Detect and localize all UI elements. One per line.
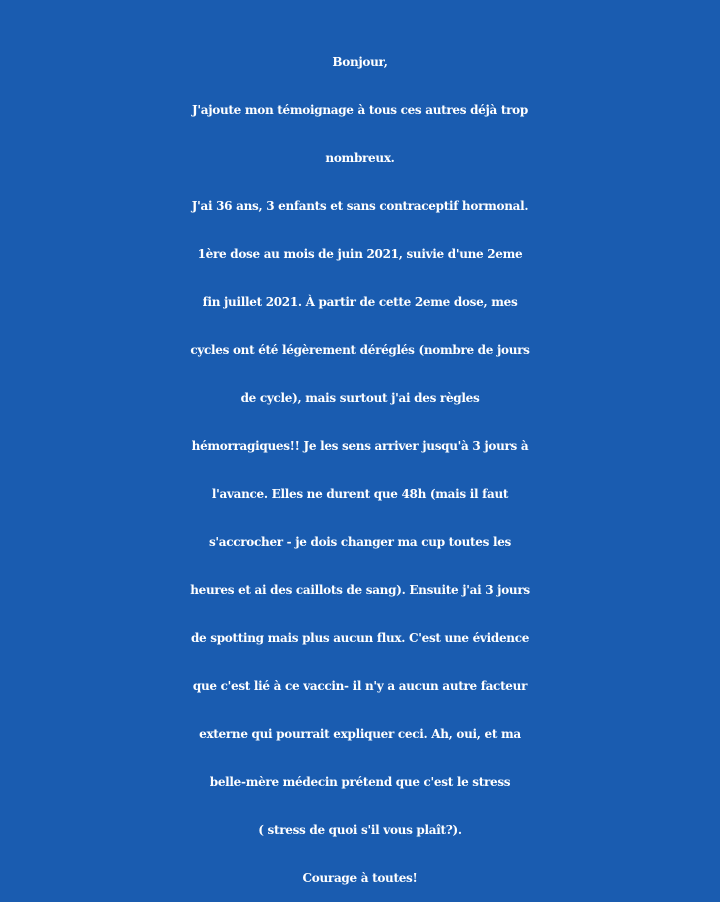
- testimony-text: [0, 38, 720, 902]
- text-line: fin juillet 2021. À partir de cette 2eme dose, mes: [202, 295, 518, 309]
- text-line: l'avance. Elles ne durent que 48h (mais il faut: [211, 487, 509, 501]
- text-line: belle-mère médecin prétend que c'est le stress: [209, 775, 511, 789]
- text-line: nombreux.: [325, 151, 395, 165]
- text-line: de cycle), mais surtout j'ai des règles: [240, 391, 480, 405]
- text-line: 1ère dose au mois de juin 2021, suivie d'une 2eme: [197, 247, 523, 261]
- text-line: J'ai 36 ans, 3 enfants et sans contraceptif hormonal.: [191, 199, 529, 213]
- text-line: J'ajoute mon témoignage à tous ces autres déjà trop: [192, 103, 528, 117]
- text-line: de spotting mais plus aucun flux. C'est une évidence: [190, 631, 530, 645]
- text-line: que c'est lié à ce vaccin- il n'y a aucun autre facteur: [192, 679, 528, 693]
- text-line: ( stress de quoi s'il vous plaît?).: [258, 823, 462, 837]
- greeting-line: Bonjour,: [332, 55, 388, 69]
- text-line: s'accrocher - je dois changer ma cup toutes les: [208, 535, 512, 549]
- closing-line: Courage à toutes!: [302, 871, 418, 885]
- text-line: heures et ai des caillots de sang). Ensuite j'ai 3 jours: [190, 583, 530, 597]
- text-line: hémorragiques!! Je les sens arriver jusqu'à 3 jours à: [191, 439, 529, 453]
- text-line: externe qui pourrait expliquer ceci. Ah, oui, et ma: [199, 727, 521, 741]
- text-line: cycles ont été légèrement déréglés (nombre de jours: [190, 343, 530, 357]
